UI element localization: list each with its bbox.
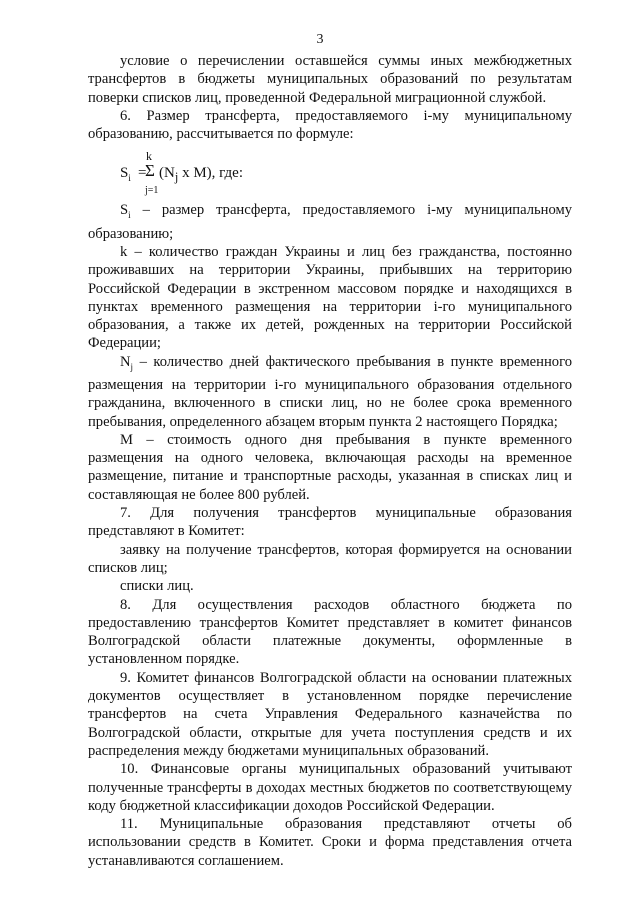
formula-equals: = (138, 165, 147, 182)
definition-n-sub: j (130, 361, 134, 372)
paragraph-transfer-condition: условие о перечислении оставшейся суммы иных межбюджетных трансфертов в бюджеты муниципальных образований по результатам поверки списков лиц, проведенной Федеральной миграционной службой. (88, 53, 572, 106)
formula-body-sub: j (174, 170, 179, 185)
definition-m: М – стоимость одного дня пребывания в пункте временного размещения на одного человека, включающая расходы на временное размещение, питание и транспортные расходы, указанная в списках лиц и составляющая не более 800 рублей. (88, 431, 572, 503)
transfer-formula (88, 145, 572, 201)
paragraph-7-lists: списки лиц. (120, 578, 194, 595)
definition-s-text: – размер трансферта, предоставляемого i-му муниципальному образованию; (88, 202, 572, 242)
paragraph-11-reports: 11. Муниципальные образования представляют отчеты об использовании средств в Комитет. Сроки и форма представления отчета устанавливаются соглашением. (88, 816, 572, 869)
page-number: 3 (316, 32, 324, 47)
formula-lhs-var: S (120, 165, 129, 182)
definition-s (88, 201, 572, 243)
paragraph-9-transfer-transfer: 9. Комитет финансов Волгоградской области на основании платежных документов осуществляет в установленном порядке перечисление трансфертов на счета Управления Федерального казначейства по Волгоградской области, открытые для учета поступления средств и их распределения между бюджетами муниципальных образований. (88, 669, 572, 759)
paragraph-6-transfer-size: 6. Размер трансферта, предоставляемого i-му муниципальному образованию, рассчитывается по формуле: (88, 107, 572, 143)
definition-s-sub: i (128, 210, 131, 221)
definition-n-text: – количество дней фактического пребывания в пункте временного размещения на территории i-го муниципального образования отдельного гражданина, включенного в списки лиц, но не более срока временного пребывания, определенного абзацем вторым пункта 2 настоящего Порядка; (88, 353, 572, 430)
document-body (88, 52, 572, 870)
formula-lhs (120, 164, 131, 187)
paragraph-8-payment-documents: 8. Для осуществления расходов областного бюджета по предоставлению трансфертов Комитет представляет в комитет финансов Волгоградской области платежные документы, оформленные в установленном порядке. (88, 596, 572, 668)
definition-n-var: N (120, 353, 131, 370)
definition-s-var: S (120, 202, 129, 219)
formula-body-open: (N (159, 165, 175, 182)
definition-n (88, 353, 572, 431)
paragraph-10-accounting: 10. Финансовые органы муниципальных образований учитывают полученные трансферты в доходах местных бюджетов по соответствующему коду бюджетной классификации доходов Российской Федерации. (88, 761, 572, 814)
paragraph-7-application: заявку на получение трансфертов, которая формируется на основании списков лиц; (88, 541, 572, 576)
formula-sum-symbol: Σ (145, 161, 155, 181)
formula-sum-lower-limit: j=1 (145, 185, 159, 197)
formula-lhs-sub: i (128, 173, 131, 184)
definition-k: k – количество граждан Украины и лиц без гражданства, постоянно проживавших на территории Украины, прибывших на территорию Российской Федерации в экстренном массовом порядке и находящихся в пунктах временного размещения на территории i-го муниципального образования, а также их детей, рожденных на территории Российской Федерации; (88, 243, 572, 352)
formula-body (159, 164, 243, 186)
paragraph-7-documents: 7. Для получения трансфертов муниципальные образования представляют в Комитет: (88, 505, 572, 540)
formula-body-rest: x M), где: (178, 165, 244, 182)
formula-sum-upper-limit: k (146, 149, 152, 164)
